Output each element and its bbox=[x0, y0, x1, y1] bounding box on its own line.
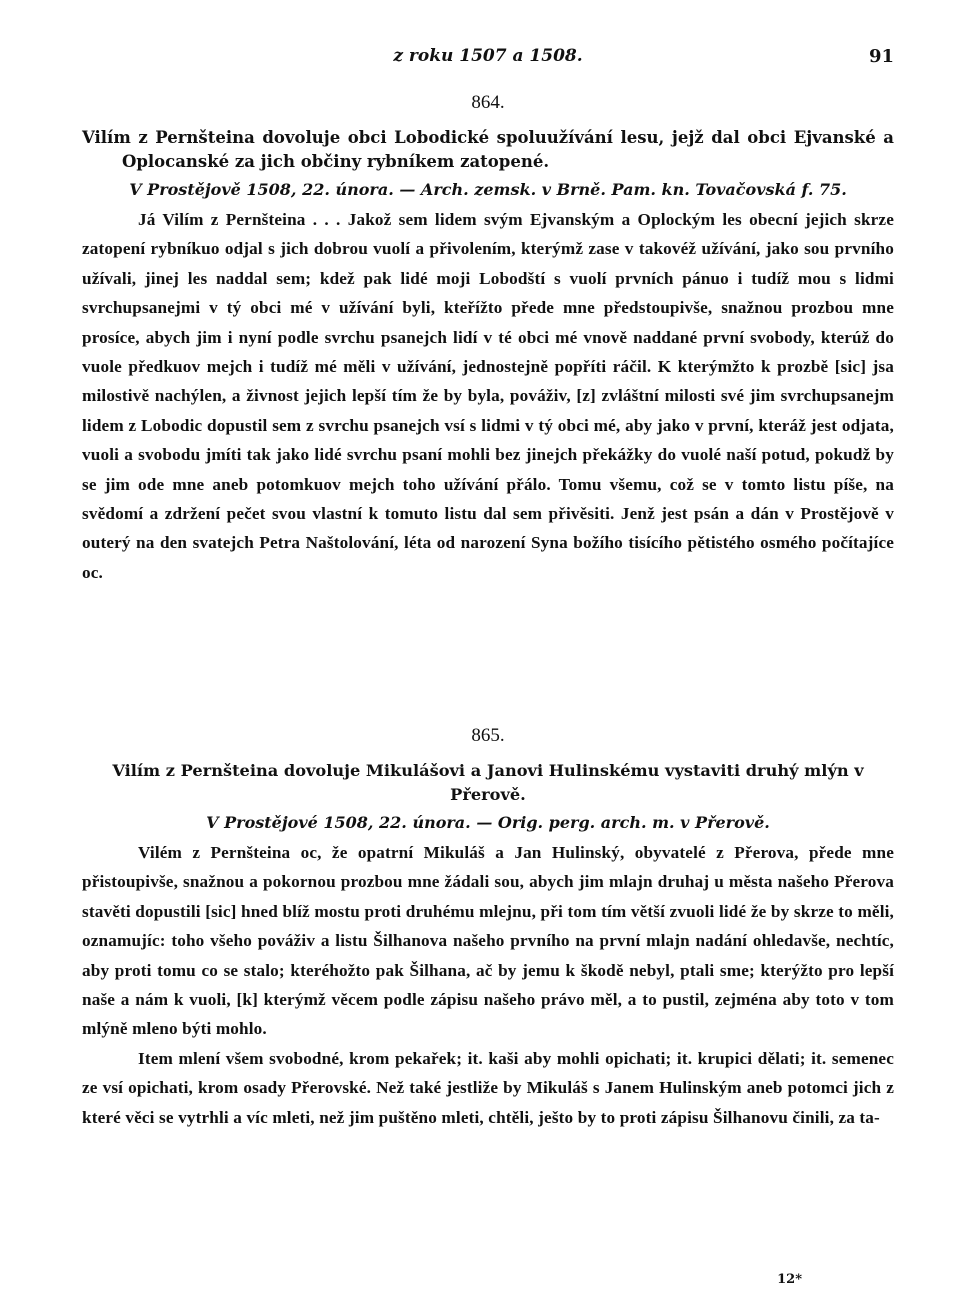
document-summary: Vilím z Pernšteina dovoluje obci Lobodické spoluužívání lesu, jejž dal obci Ejvanské a Oplocanské za jich občiny rybníkem zatopené. bbox=[82, 128, 894, 171]
document-864 bbox=[82, 92, 894, 587]
document-number: 864. bbox=[471, 92, 505, 113]
running-title: z roku 1507 a 1508. bbox=[393, 46, 583, 66]
document-865 bbox=[82, 725, 894, 1132]
document-text: Já Vilím z Pernšteina . . . Jakož sem lidem svým Ejvanským a Oplockým les obecní jejich skrze zatopení rybníkuo odjal s jich dobrou vuolí a přivolením, kterýmž zase v takovéž užívání, jako sou prvního užívali, jinej les naddal sem; kdež pak lidé moji Lobodští s vuolí prvních pánuo i tudíž mou s lidmi svrchupsanejmi v tý obci mé v užívání byli, kteřížto přede mne předstoupivše, snažnou prozbou mne prosíce, abych jim i nyní podle svrchu psanejch lidí v té obci mé vnově naddané první svobody, kterúž do vuole předkuov mejch i tudíž mé měli v užívání, jednostejně popříti ráčil. K kterýmžto k prozbě [sic] jsa milostivě nachýlen, a živnost jejich lepší tím že by byla, pováživ, [z] zvláštní milosti své jim svrchupsanejm lidem z Lobodic dopustil sem z svrchu psanejch vsí s lidmi v tý obci mé, aby jako v první, kteráž jest odjata, vuoli a svobodu jmíti tak jako lidé svrchu psaní mohli bez jinejch překážky do vuolé naší potud, pokudž by se jim ode mne aneb potomkuov mejch toho užívání přálo. Tomu všemu, což se v tomto listu píše, na svědomí a zdržení pečet svou vlastní k tomuto listu dal sem přivěsiti. Jenž jest psán a dán v Prostějově v outerý na den svatejch Petra Naštolování, léta od narození Syna božího tisícího pětistého osmého počítajíce oc. bbox=[82, 210, 894, 582]
document-number: 865. bbox=[471, 725, 505, 746]
printer-signature: 12* bbox=[777, 1272, 802, 1287]
page-number: 91 bbox=[868, 46, 894, 67]
page-header bbox=[82, 46, 894, 70]
document-text-paragraph-1: Vilém z Pernšteina oc, že opatrní Mikuláš a Jan Hulinský, obyvatelé z Přerova, přede mne přistoupivše, snažnou a pokornou prozbou mne žádali sou, abych jim mlajn druhaj u města našeho Přerova stavěti dopustili [sic] hned blíž mostu proti druhému mlejnu, při tom tím větší zvuoli lidé že by skrze to měli, oznamujíc: toho všeho pováživ a listu Šilhanova našeho prvního na první mlajn nadání ohledavše, nechtíc, aby proti tomu co se stalo; kteréhožto pak Šilhana, ač by jemu k škodě nebyl, ptali sme; kterýžto pro lepší naše a nám k vuoli, [k] kterýmž věcem podle zápisu našeho právo měl, a to pustil, zejména aby toto v tom mlýně mleno býti mohlo. bbox=[82, 843, 894, 1039]
document-text-paragraph-2: Item mlení všem svobodné, krom pekařek; it. kaši aby mohli opichati; it. krupici dělati; it. semenec ze vsí opichati, krom osady Přerovské. Než také jestliže by Mikuláš s Janem Hulinským aneb potomci jich z které věci se vytrhli a víc mleti, než jim puštěno mleti, chtěli, ješto by to proti zápisu Šilhanovu činili, za ta- bbox=[82, 1048, 894, 1127]
document-summary: Vilím z Pernšteina dovoluje Mikulášovi a Janovi Hulinskému vystaviti druhý mlýn v Přerově. bbox=[112, 761, 864, 804]
document-source: V Prostějové 1508, 22. února. — Orig. perg. arch. m. v Přerově. bbox=[206, 813, 770, 832]
document-source: V Prostějově 1508, 22. února. — Arch. zemsk. v Brně. Pam. kn. Tovačovská f. 75. bbox=[129, 180, 847, 199]
